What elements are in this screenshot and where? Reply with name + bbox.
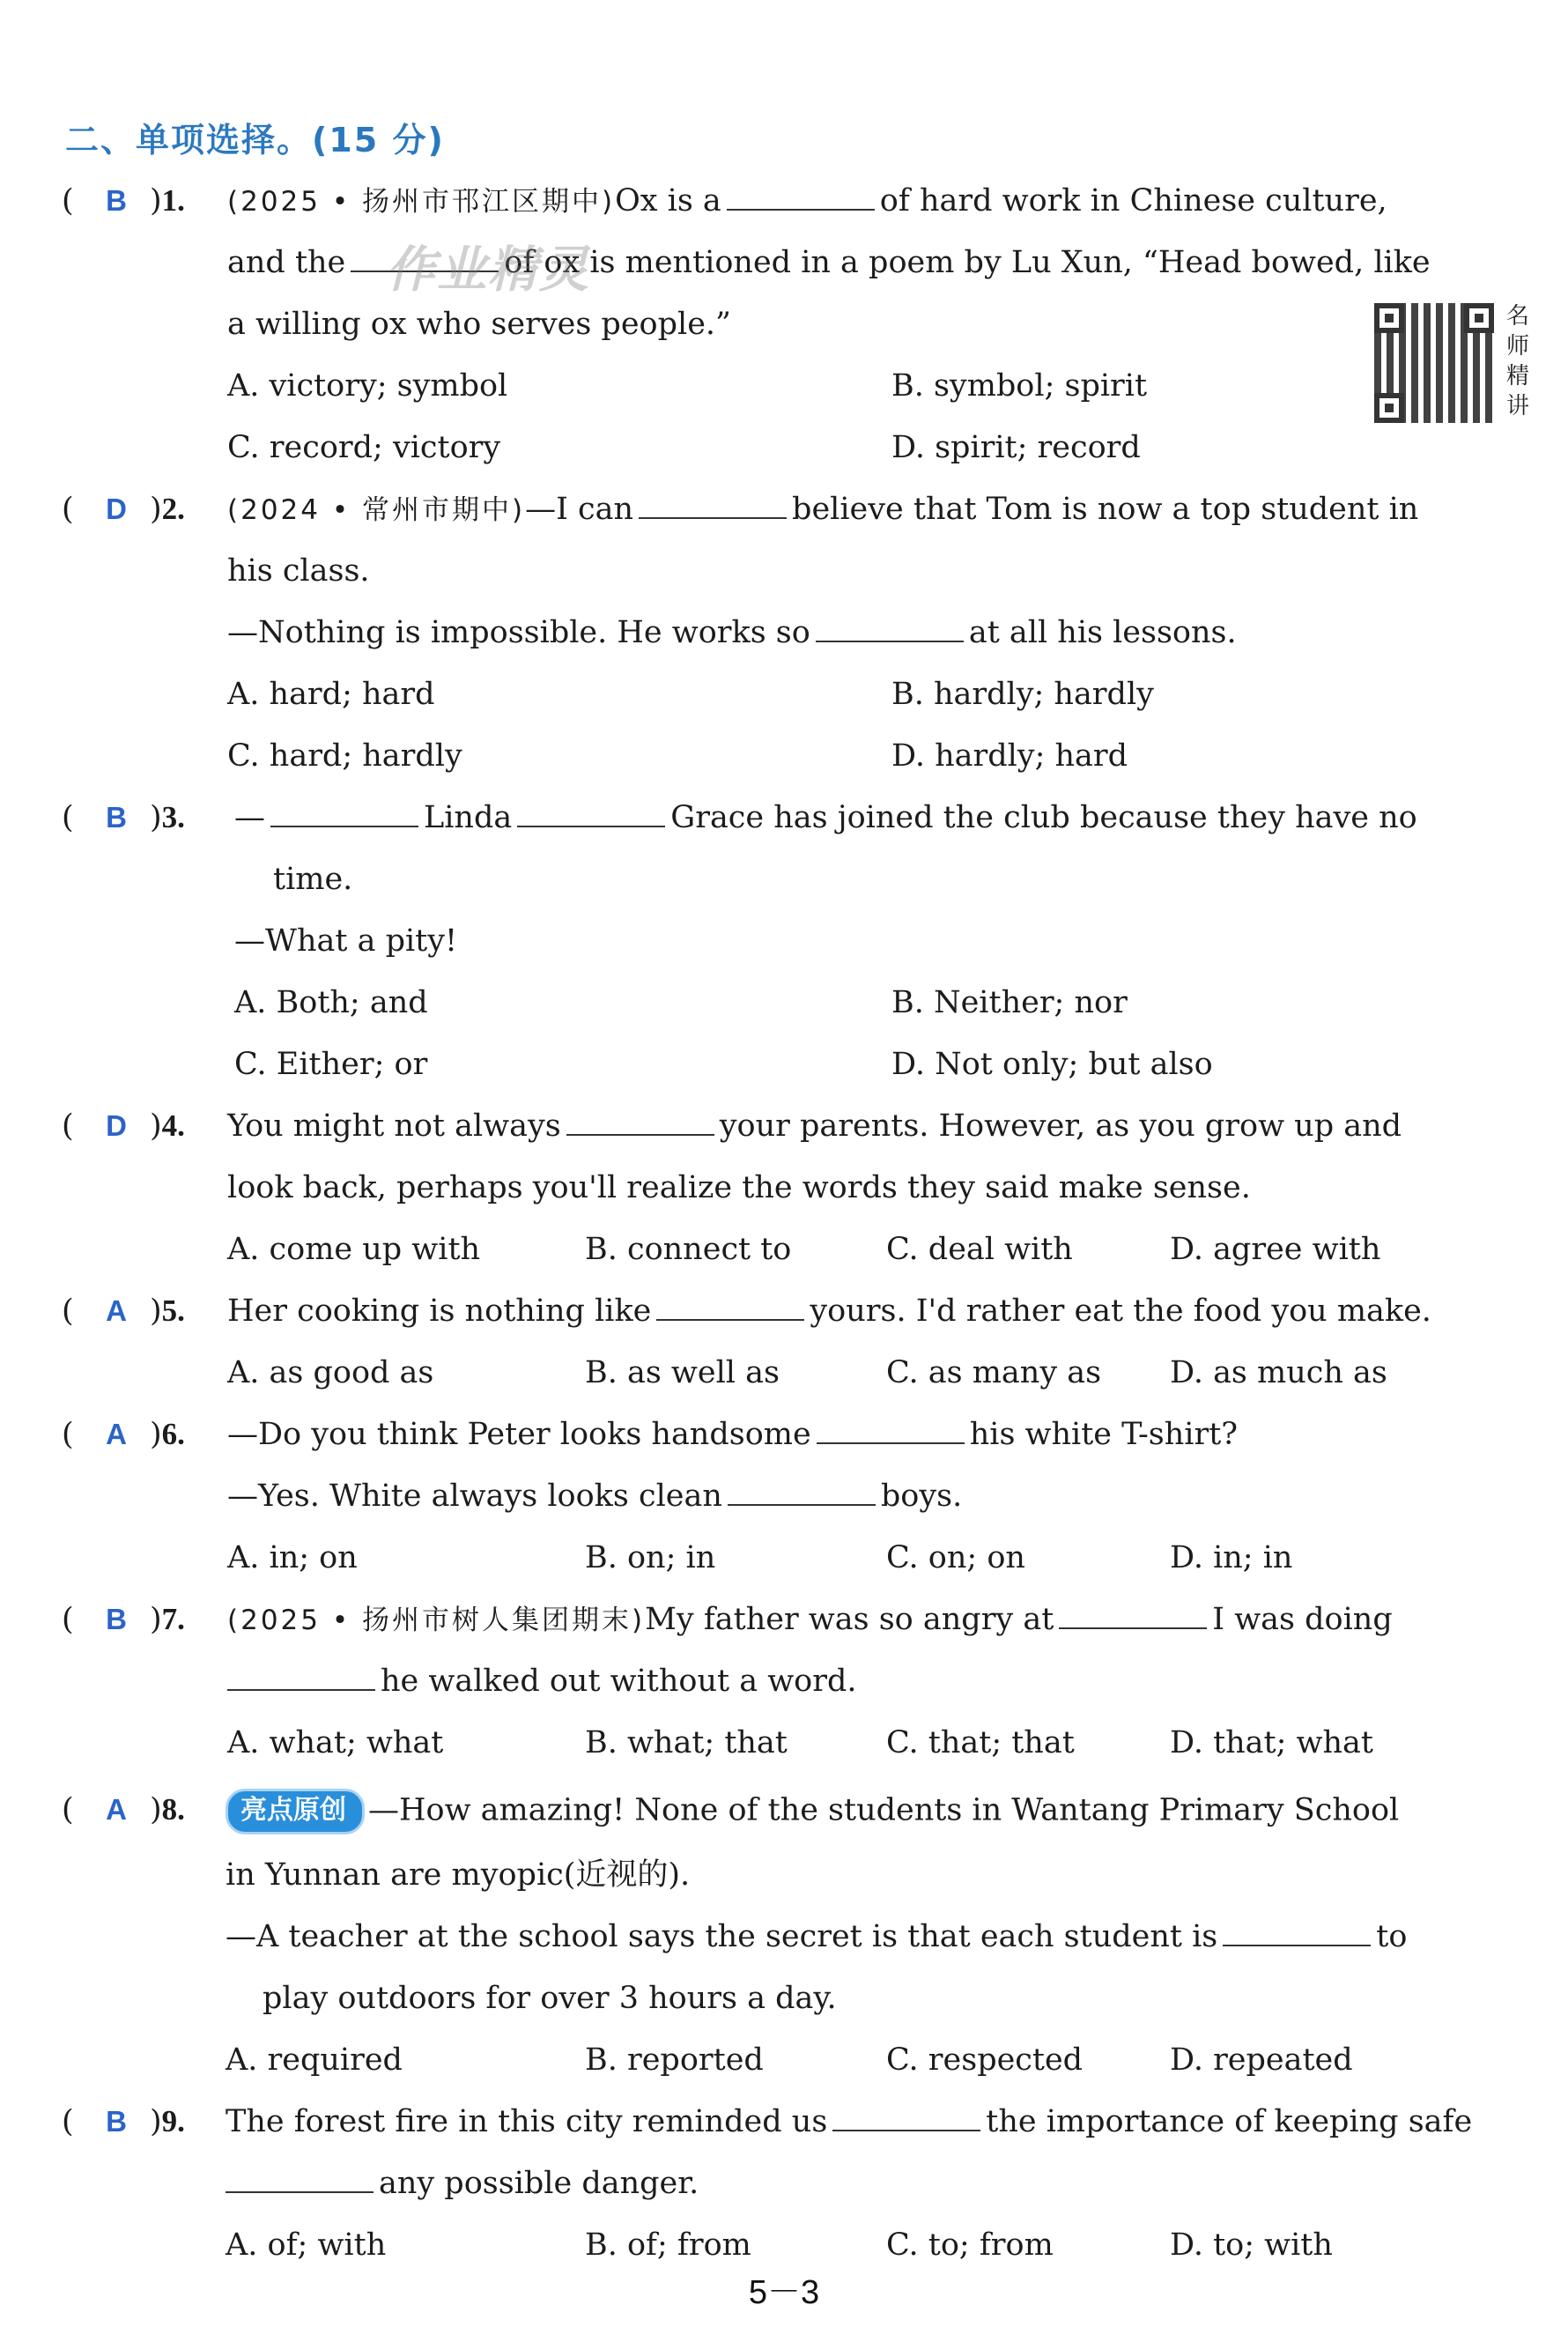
answer-letter: A bbox=[106, 1793, 127, 1826]
answer-blank[interactable] bbox=[728, 1478, 876, 1506]
question-9-answer-slot: ( B )9. bbox=[62, 2101, 185, 2143]
option-b: B. as well as bbox=[585, 1355, 780, 1390]
option-d: D. hardly; hard bbox=[891, 738, 1128, 774]
question-2-line-1: (2024 • 常州市期中)—I can believe that Tom is now a top student in bbox=[227, 492, 1419, 527]
answer-letter: B bbox=[106, 1603, 127, 1635]
option-a: A. of; with bbox=[226, 2227, 387, 2263]
answer-letter: A bbox=[106, 1294, 127, 1327]
question-5-answer-slot: ( A )5. bbox=[62, 1290, 185, 1332]
question-2-line-2: his class. bbox=[227, 553, 370, 589]
answer-blank[interactable] bbox=[1223, 1918, 1371, 1946]
page-number: 5－3 bbox=[748, 2274, 820, 2311]
question-4-answer-slot: ( D )4. bbox=[62, 1105, 185, 1147]
question-4-line-1: You might not always your parents. However, as you grow up and bbox=[227, 1108, 1402, 1144]
option-a: A. hard; hard bbox=[227, 677, 435, 712]
option-a: A. Both; and bbox=[234, 985, 428, 1020]
question-5-line-1: Her cooking is nothing like yours. I'd rather eat the food you make. bbox=[227, 1293, 1431, 1329]
option-b: B. Neither; nor bbox=[891, 985, 1128, 1020]
question-1-answer-slot: ( B )1. bbox=[62, 180, 185, 222]
option-a: A. what; what bbox=[227, 1725, 444, 1760]
question-4-line-2: look back, perhaps you'll realize the words they said make sense. bbox=[227, 1170, 1251, 1205]
option-b: B. what; that bbox=[585, 1725, 788, 1760]
option-d: D. Not only; but also bbox=[891, 1047, 1213, 1082]
question-7-line-1: (2025 • 扬州市树人集团期末)My father was so angry at I was doing bbox=[227, 1602, 1393, 1637]
answer-blank[interactable] bbox=[832, 2103, 980, 2131]
option-c: C. on; on bbox=[886, 1540, 1025, 1575]
answer-blank[interactable] bbox=[226, 2165, 374, 2193]
option-c: C. hard; hardly bbox=[227, 738, 462, 774]
answer-letter: B bbox=[106, 801, 127, 834]
answer-letter: D bbox=[106, 493, 127, 525]
answer-blank[interactable] bbox=[227, 1663, 375, 1691]
question-3-line-3: —What a pity! bbox=[234, 923, 458, 959]
question-8-line-1: 亮点原创 —How amazing! None of the students in Wantang Primary School bbox=[226, 1789, 1399, 1834]
answer-blank[interactable] bbox=[656, 1293, 804, 1321]
option-b: B. connect to bbox=[585, 1232, 792, 1267]
answer-blank[interactable] bbox=[517, 799, 665, 827]
question-8-line-2: in Yunnan are myopic(近视的). bbox=[226, 1857, 691, 1893]
answer-letter: D bbox=[106, 1109, 127, 1142]
answer-blank[interactable] bbox=[566, 1108, 714, 1136]
option-b: B. symbol; spirit bbox=[891, 368, 1148, 404]
question-2-answer-slot: ( D )2. bbox=[62, 488, 185, 530]
option-a: A. in; on bbox=[227, 1540, 358, 1575]
option-b: B. on; in bbox=[585, 1540, 716, 1575]
option-c: C. Either; or bbox=[234, 1047, 428, 1082]
answer-letter: A bbox=[106, 1418, 127, 1450]
answer-blank[interactable] bbox=[817, 1416, 965, 1444]
question-9-line-2: any possible danger. bbox=[226, 2162, 699, 2205]
option-b: B. of; from bbox=[585, 2227, 751, 2263]
option-c: C. record; victory bbox=[227, 430, 501, 465]
option-d: D. spirit; record bbox=[891, 430, 1141, 465]
option-a: A. victory; symbol bbox=[227, 368, 508, 404]
question-7-answer-slot: ( B )7. bbox=[62, 1598, 185, 1641]
answer-blank[interactable] bbox=[639, 491, 787, 519]
answer-letter: B bbox=[106, 2105, 127, 2138]
answer-blank[interactable] bbox=[816, 614, 964, 642]
option-d: D. in; in bbox=[1170, 1540, 1293, 1575]
answer-letter: B bbox=[106, 184, 127, 217]
question-3-line-2: time. bbox=[273, 862, 353, 897]
question-2-line-3: —Nothing is impossible. He works so at all his lessons. bbox=[227, 615, 1237, 650]
option-c: C. deal with bbox=[886, 1232, 1073, 1267]
option-b: B. reported bbox=[585, 2042, 764, 2078]
option-d: D. repeated bbox=[1170, 2042, 1353, 2078]
option-d: D. agree with bbox=[1170, 1232, 1381, 1267]
question-6-answer-slot: ( A )6. bbox=[62, 1413, 185, 1456]
question-1-line-1: (2025 • 扬州市邗江区期中)Ox is a of hard work in Chinese culture, bbox=[227, 183, 1387, 219]
question-3-line-1: — Linda Grace has joined the club because they have no bbox=[234, 800, 1417, 835]
question-8-line-4: play outdoors for over 3 hours a day. bbox=[263, 1981, 837, 2016]
qr-label: 名 师 精 讲 bbox=[1505, 303, 1529, 419]
option-c: C. that; that bbox=[886, 1725, 1075, 1760]
question-7-line-2: he walked out without a word. bbox=[227, 1660, 857, 1702]
option-d: D. that; what bbox=[1170, 1725, 1373, 1760]
qr-code-icon[interactable] bbox=[1374, 303, 1494, 423]
watermark: 作业精灵 bbox=[386, 241, 590, 299]
question-6-line-2: —Yes. White always looks clean boys. bbox=[227, 1479, 963, 1514]
question-3-answer-slot: ( B )3. bbox=[62, 797, 185, 839]
section-heading: 二、单项选择。(15 分) bbox=[65, 121, 445, 159]
question-8-answer-slot: ( A )8. bbox=[62, 1789, 185, 1831]
option-d: D. as much as bbox=[1170, 1355, 1387, 1390]
option-d: D. to; with bbox=[1170, 2227, 1333, 2263]
option-b: B. hardly; hardly bbox=[891, 677, 1154, 712]
answer-blank[interactable] bbox=[727, 182, 875, 211]
answer-blank[interactable] bbox=[1059, 1601, 1207, 1629]
option-a: A. as good as bbox=[227, 1355, 434, 1390]
option-c: C. to; from bbox=[886, 2227, 1054, 2263]
question-8-line-3: —A teacher at the school says the secret is that each student is to bbox=[226, 1919, 1408, 1954]
question-1-line-2: and the of ox is mentioned in a poem by Lu Xun, “Head bowed, like bbox=[227, 245, 1431, 280]
answer-blank[interactable] bbox=[270, 799, 418, 827]
option-a: A. required bbox=[226, 2042, 403, 2078]
question-1-line-3: a willing ox who serves people.” bbox=[227, 307, 731, 342]
highlight-original-badge: 亮点原创 bbox=[226, 1789, 365, 1834]
option-c: C. respected bbox=[886, 2042, 1084, 2078]
question-9-line-1: The forest fire in this city reminded us the importance of keeping safe bbox=[226, 2104, 1473, 2139]
option-c: C. as many as bbox=[886, 1355, 1102, 1390]
question-6-line-1: —Do you think Peter looks handsome his white T-shirt? bbox=[227, 1417, 1239, 1452]
option-a: A. come up with bbox=[227, 1232, 481, 1267]
